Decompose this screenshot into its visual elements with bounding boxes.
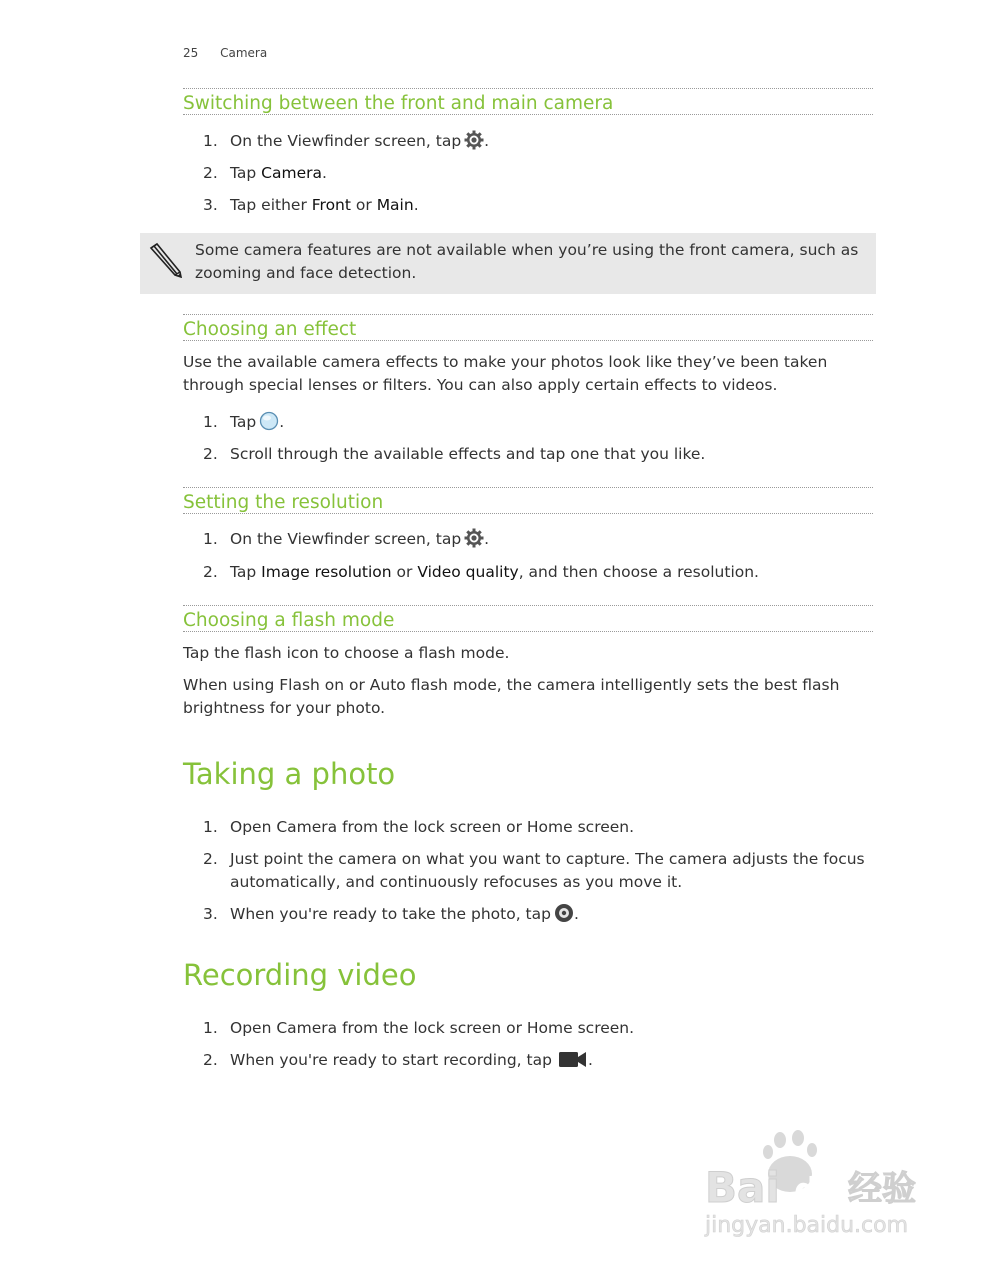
svg-text:Bai: Bai bbox=[705, 1163, 780, 1212]
note-text: Some camera features are not available when you’re using the front camera, such as zooming and face detection. bbox=[195, 241, 859, 282]
paragraph: Use the available camera effects to make your photos look like they’ve been taken through special lenses or filters. You can also apply certain effects to videos. bbox=[183, 353, 828, 394]
section-title-effect: Choosing an effect bbox=[183, 314, 873, 341]
effects-icon bbox=[259, 411, 279, 438]
header-section: Camera bbox=[220, 46, 268, 60]
paragraph: Tap the flash icon to choose a flash mode. bbox=[183, 644, 510, 662]
heading-recording-video: Recording video bbox=[183, 958, 417, 992]
section-title-resolution: Setting the resolution bbox=[183, 487, 873, 514]
shutter-icon bbox=[554, 903, 574, 930]
heading-taking-photo: Taking a photo bbox=[183, 757, 396, 791]
note-box bbox=[140, 233, 876, 294]
settings-gear-icon bbox=[464, 130, 484, 157]
svg-text:du: du bbox=[794, 1171, 843, 1211]
running-header bbox=[183, 46, 267, 60]
svg-text:jingyan.baidu.com: jingyan.baidu.com bbox=[705, 1213, 909, 1238]
page-number: 25 bbox=[183, 46, 199, 60]
video-camera-icon bbox=[558, 1049, 588, 1076]
svg-text:经验: 经验 bbox=[848, 1169, 916, 1209]
section-title-switching: Switching between the front and main camera bbox=[183, 88, 873, 115]
baidu-watermark bbox=[700, 1130, 940, 1245]
paragraph: When using Flash on or Auto flash mode, the camera intelligently sets the best flash brightness for your photo. bbox=[183, 676, 840, 717]
pencil-icon bbox=[147, 242, 183, 282]
settings-gear-icon bbox=[464, 528, 484, 555]
section-title-flash: Choosing a flash mode bbox=[183, 605, 873, 632]
